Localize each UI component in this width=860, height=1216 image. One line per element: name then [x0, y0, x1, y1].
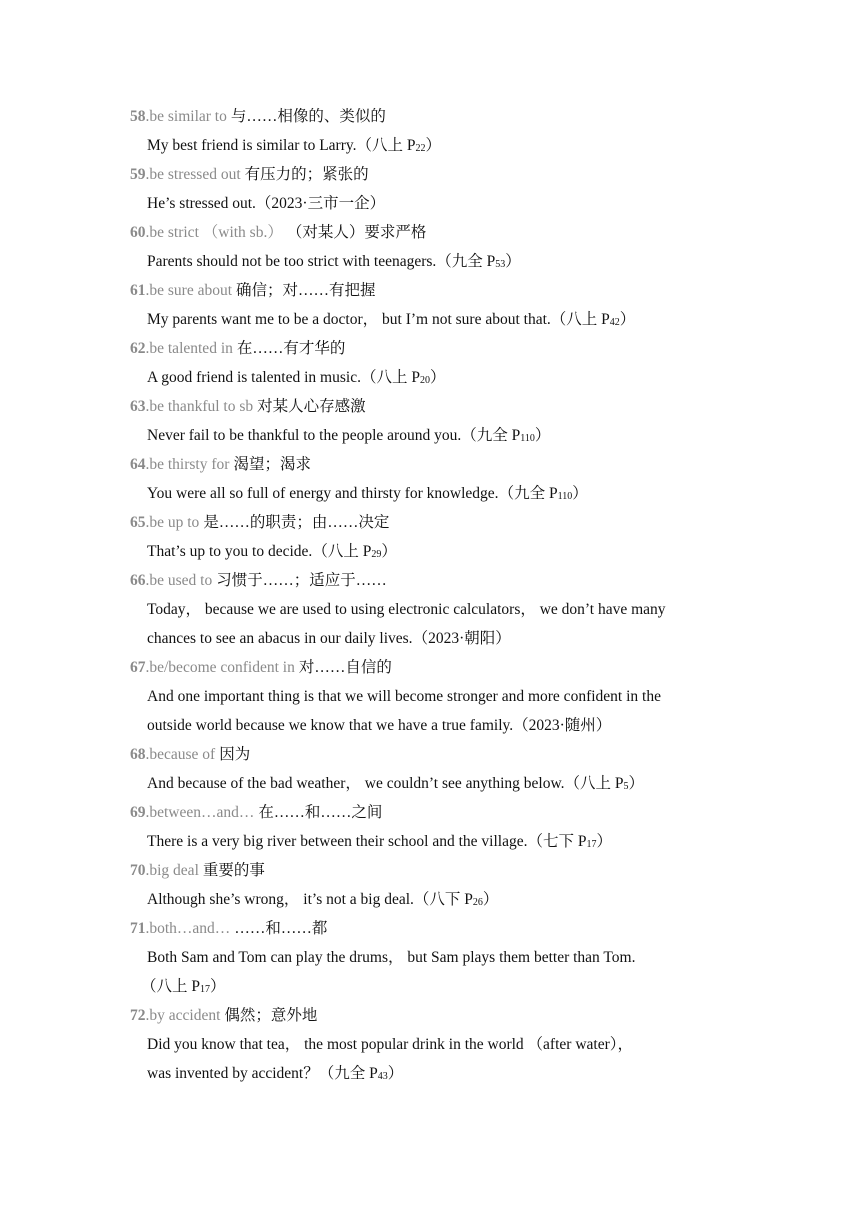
entry [130, 1001, 770, 1088]
entry-heading [130, 450, 770, 479]
entry-example: My parents want me to be a doctor， but I’m not sure about that.（八上 $P_{42}$） [147, 311, 636, 328]
entry-number: 61 [130, 282, 146, 299]
entry-example: That’s up to you to decide.（八上 $P_{29}$） [147, 543, 397, 560]
entry-phrase: .both…and… [145, 920, 231, 937]
entry-number: 67 [130, 659, 146, 676]
entry-heading [130, 1001, 770, 1030]
entry [130, 334, 770, 392]
entry-phrase: .be strict （with sb.） [145, 224, 283, 241]
entry-meaning: 对……自信的 [298, 659, 392, 676]
entry-meaning: 有压力的；紧张的 [244, 166, 369, 183]
entry-number: 60 [130, 224, 146, 241]
entry-phrase: .because of [145, 746, 216, 763]
entry-heading [130, 508, 770, 537]
entry-example: Did you know that tea， the most popular drink in the world （after water）， [147, 1036, 633, 1053]
entry-meaning: 在……和……之间 [258, 804, 383, 821]
entry [130, 102, 770, 160]
entry-example: He’s stressed out.（2023·三市一企） [147, 195, 386, 212]
entry [130, 653, 770, 740]
entry-heading [130, 653, 770, 682]
entry-number: 69 [130, 804, 146, 821]
entry-meaning: 习惯于……；适应于…… [216, 572, 387, 589]
entry-source: （八上 $P_{17}$） [141, 978, 226, 995]
entry-meaning: 渴望；渴求 [233, 456, 311, 473]
entry-meaning: 是……的职责；由……决定 [203, 514, 390, 531]
entry-phrase: .be stressed out [145, 166, 241, 183]
entry [130, 160, 770, 218]
entry-number: 70 [130, 862, 146, 879]
entry-meaning: 因为 [219, 746, 251, 763]
entry-phrase: .between…and… [145, 804, 255, 821]
entry [130, 392, 770, 450]
entry-example: There is a very big river between their school and the village.（七下 $P_{17}$） [147, 833, 612, 850]
entry-heading [130, 798, 770, 827]
entry-number: 66 [130, 572, 146, 589]
entry-phrase: .be/become confident in [145, 659, 295, 676]
entry [130, 566, 770, 653]
entry-number: 71 [130, 920, 146, 937]
entry-heading [130, 566, 770, 595]
entry-example: And because of the bad weather， we couldn’t see anything below.（八上 $P_5$） [147, 775, 645, 792]
entry-number: 72 [130, 1007, 146, 1024]
entry-phrase: .be used to [145, 572, 213, 589]
entry [130, 218, 770, 276]
entry-number: 64 [130, 456, 146, 473]
entry [130, 276, 770, 334]
entry-heading [130, 160, 770, 189]
entry-meaning: 对某人心存感激 [257, 398, 366, 415]
entry-example: You were all so full of energy and thirsty for knowledge.（九全 $P_{110}$） [147, 485, 588, 502]
entry-heading [130, 392, 770, 421]
entry-number: 68 [130, 746, 146, 763]
entry-phrase: .be thirsty for [145, 456, 230, 473]
entry-example: A good friend is talented in music.（八上 $P_{20}$） [147, 369, 446, 386]
entry-example: Although she’s wrong， it’s not a big deal.（八下 $P_{26}$） [147, 891, 499, 908]
entry-number: 59 [130, 166, 146, 183]
entry-heading [130, 334, 770, 363]
entry-meaning: 重要的事 [202, 862, 265, 879]
entry [130, 914, 770, 1001]
entry [130, 740, 770, 798]
entry-example: My best friend is similar to Larry.（八上 $P_{22}$） [147, 137, 442, 154]
entry [130, 508, 770, 566]
entry-meaning: 在……有才华的 [236, 340, 346, 357]
entry-number: 62 [130, 340, 146, 357]
entry-example-continued: chances to see an abacus in our daily lives.（2023·朝阳） [147, 630, 511, 647]
entry [130, 856, 770, 914]
entry-meaning: （对某人）要求严格 [286, 224, 427, 241]
entry-heading [130, 218, 770, 247]
entry-phrase: .be up to [145, 514, 200, 531]
entry-heading [130, 276, 770, 305]
entry-heading [130, 740, 770, 769]
entry-phrase: .be similar to [145, 108, 227, 125]
entry-meaning: 确信；对……有把握 [236, 282, 376, 299]
entry-heading [130, 914, 770, 943]
entry-example: Never fail to be thankful to the people around you.（九全 $P_{110}$） [147, 427, 551, 444]
entry-meaning: 与……相像的、类似的 [230, 108, 386, 125]
entry-meaning: ……和……都 [234, 920, 328, 937]
entry [130, 798, 770, 856]
entry-number: 58 [130, 108, 146, 125]
entry-example: And one important thing is that we will become stronger and more confident in the [147, 688, 661, 705]
entry-example: Both Sam and Tom can play the drums， but Sam plays them better than Tom. [147, 949, 636, 966]
entry-example-continued: was invented by accident？（九全 $P_{43}$） [147, 1065, 404, 1082]
entry [130, 450, 770, 508]
entry-heading [130, 856, 770, 885]
entry-heading [130, 102, 770, 131]
entry-number: 65 [130, 514, 146, 531]
entry-example: Today， because we are used to using electronic calculators， we don’t have many [147, 601, 666, 618]
entry-phrase: .be sure about [145, 282, 233, 299]
entry-phrase: .by accident [145, 1007, 221, 1024]
entry-example-continued: outside world because we know that we have a true family.（2023·随州） [147, 717, 612, 734]
entry-phrase: .be thankful to sb [145, 398, 254, 415]
entry-meaning: 偶然；意外地 [224, 1007, 318, 1024]
vocabulary-list [130, 102, 770, 1088]
entry-phrase: .be talented in [145, 340, 233, 357]
entry-example: Parents should not be too strict with teenagers.（九全 $P_{53}$） [147, 253, 521, 270]
entry-number: 63 [130, 398, 146, 415]
entry-phrase: .big deal [145, 862, 199, 879]
